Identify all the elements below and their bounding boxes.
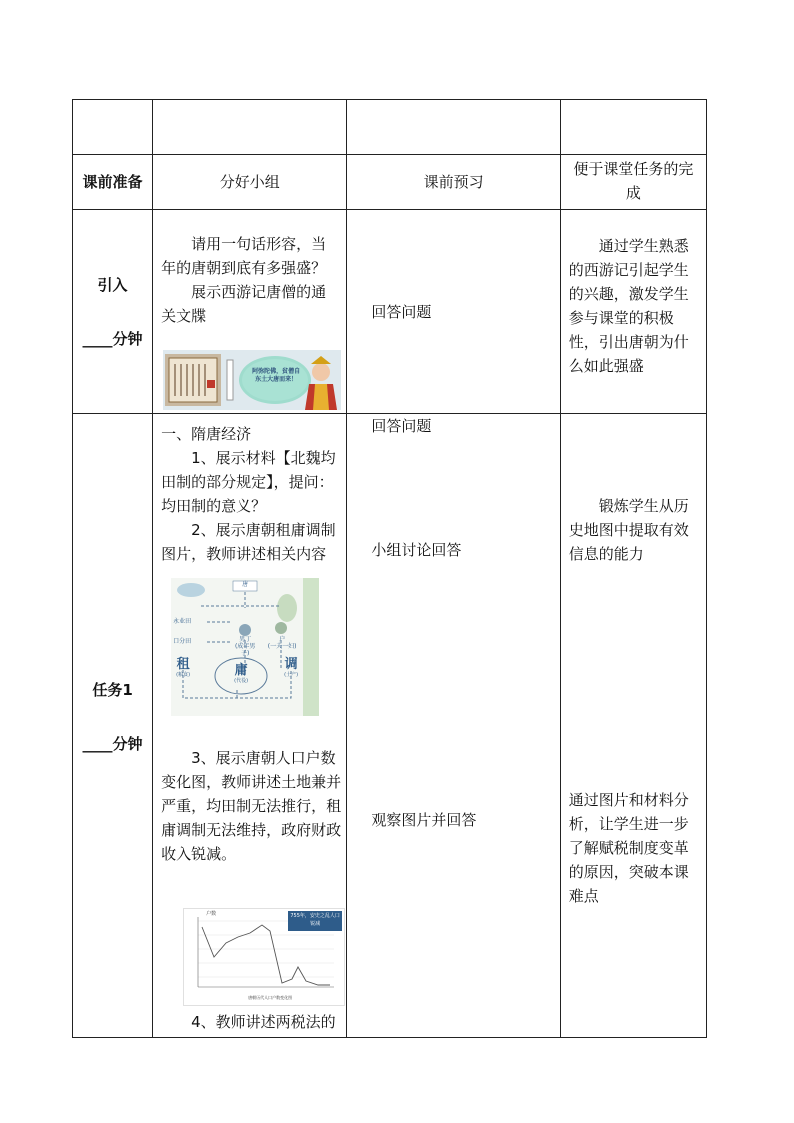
teacher-step-4: 4、教师讲述两税法的	[191, 1013, 336, 1031]
intro-question: 请用一句话形容，当年的唐朝到底有多强盛？	[161, 235, 327, 277]
teacher-activity-task1	[153, 414, 347, 1038]
diagram-yong-char: 庸	[234, 663, 248, 678]
task1-title: 任务1	[92, 681, 133, 699]
table-row-intro	[73, 210, 707, 414]
diagram-zu	[175, 658, 191, 678]
diagram-household-text: 户	[279, 636, 286, 643]
diagram-diao	[281, 658, 301, 678]
diagram-household-label	[267, 636, 297, 650]
diagram-koufen-label: 口分田	[173, 638, 192, 645]
purpose-intro: 通过学生熟悉的西游记引起学生的兴趣，激发学生参与课堂的积极性，引出唐朝为什么如此强盛	[560, 210, 706, 414]
empty-cell	[153, 100, 347, 155]
chart-legend: 户数	[206, 911, 217, 917]
purpose-task1	[560, 414, 706, 1038]
student-activity-intro: 回答问题	[347, 210, 560, 414]
diagram-yongye-label: 永业田	[173, 618, 192, 625]
diagram-diao-char: 调	[284, 657, 298, 672]
chart-banner: 755年，安史之乱人口锐减	[290, 913, 340, 927]
table-row-task1	[73, 414, 707, 1038]
empty-cell	[347, 100, 560, 155]
intro-show: 展示西游记唐僧的通关文牒	[161, 283, 327, 325]
passport-caption: 阿弥陀佛，贫僧自东土大唐而来！	[252, 368, 301, 383]
student-activity-preparation: 课前预习	[347, 155, 560, 210]
teacher-activity-intro	[153, 210, 347, 414]
section-heading: 一、隋唐经济	[161, 425, 252, 443]
table-header-row	[73, 100, 707, 155]
intro-time: ____分钟	[82, 329, 143, 348]
diagram-yong	[231, 664, 251, 684]
student-activity-task1	[347, 414, 560, 1038]
purpose-task1-a: 锻炼学生从历史地图中提取有效信息的能力	[568, 497, 689, 563]
diagram-zu-note: (粮食)	[176, 672, 191, 678]
student-answer-1: 回答问题	[371, 417, 432, 435]
table-row-preparation	[73, 155, 707, 210]
diagram-yong-note: (代役)	[234, 678, 249, 684]
row-label-preparation: 课前准备	[73, 155, 153, 210]
diagram-male-note: (成年男子)	[234, 643, 256, 657]
row-label-intro	[73, 210, 153, 414]
empty-cell	[73, 100, 153, 155]
diagram-male-label	[231, 636, 259, 657]
empty-cell	[560, 100, 706, 155]
intro-title: 引入	[97, 275, 128, 294]
diagram-household-note: (一夫一妇)	[267, 643, 297, 650]
diagram-male-text: 男丁	[239, 636, 252, 643]
teacher-step-3: 3、展示唐朝人口户数变化图，教师讲述土地兼并严重，均田制无法推行，租庸调制无法维持，政府财政收入锐减。	[161, 749, 342, 863]
teacher-step-1: 1、展示材料【北魏均田制的部分规定】，提问：均田制的意义？	[161, 449, 336, 515]
lesson-plan-table	[72, 99, 707, 1038]
passport-image	[163, 350, 341, 410]
purpose-preparation: 便于课堂任务的完成	[560, 155, 706, 210]
purpose-task1-b: 通过图片和材料分析，让学生进一步了解赋税制度变革的原因，突破本课难点	[568, 791, 689, 905]
diagram-diao-note: (土产)	[284, 672, 299, 678]
diagram-top-label: 唐	[242, 581, 249, 588]
diagram-zu-char: 租	[176, 657, 190, 672]
student-answer-3: 观察图片并回答	[371, 811, 477, 829]
population-chart	[183, 908, 345, 1006]
chart-footnote: 唐朝历代人口户数变化图	[248, 995, 293, 1000]
task1-time: ____分钟	[82, 735, 143, 753]
teacher-step-2: 2、展示唐朝租庸调制图片，教师讲述相关内容	[161, 521, 336, 563]
zuyongdiao-diagram	[171, 578, 319, 716]
row-label-task1	[73, 414, 153, 1038]
teacher-activity-preparation: 分好小组	[153, 155, 347, 210]
student-answer-2: 小组讨论回答	[371, 541, 462, 559]
